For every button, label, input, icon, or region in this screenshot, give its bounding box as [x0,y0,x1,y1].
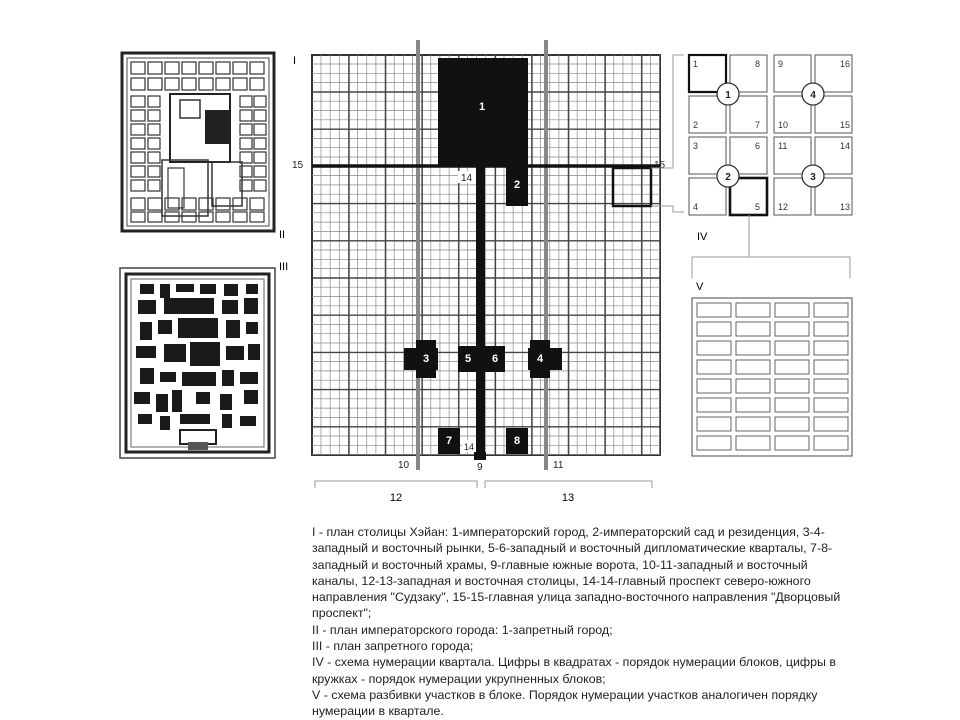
square-number: 10 [778,120,789,130]
street-label-15-east: 15 [654,160,666,171]
square-number: 12 [778,202,789,212]
panel-v-plot-division [692,298,852,456]
panel-v-label: V [696,281,704,293]
caption-line-iii: III - план запретного города; [312,639,474,654]
gate-label-9: 9 [477,462,483,473]
square-number: 6 [755,141,761,151]
south-gate-9 [474,452,486,460]
west-capital-label-12: 12 [389,492,403,504]
square-number: 5 [755,202,761,212]
square-number: 3 [693,141,699,151]
east-capital-label-13: 13 [561,492,575,504]
suzaku-avenue [476,165,485,457]
canal-label-10: 10 [398,460,410,471]
circle-number: 3 [810,172,816,183]
square-number: 13 [840,202,851,212]
block-label-4: 4 [536,353,544,365]
square-number: 7 [755,120,761,130]
square-number: 9 [778,59,784,69]
circle-number: 1 [725,90,731,101]
square-number: 2 [693,120,699,130]
square-number: 11 [778,141,788,151]
square-number: 15 [840,120,851,130]
caption-line-v: V - схема разбивки участков в блоке. Порядок нумерации участков аналогичен порядку нумерации в квартале. [312,687,818,719]
circle-number: 2 [725,172,731,183]
panel-iv-numbering-scheme [689,55,852,215]
block-label-1: 1 [478,101,486,113]
square-number: 1 [693,59,699,69]
caption-line-i: I - план столицы Хэйан: 1-императорский город, 2-императорский сад и резиденция, 3-4-западный и восточный рынки, 5-6-западный и восточный дипломатические кварталы, 7-8-западный и восточный храмы, 9-главные южные ворота, 10-11-западный и восточный каналы, 12-13-западная и восточная столицы, 14-14-главный проспект северо-южного направления "Судзаку", 15-15-главная улица западно-восточного направления "Дворцовый проспект"; [312,525,841,621]
block-label-3: 3 [422,353,430,365]
square-number: 4 [693,202,699,212]
figure-caption [312,524,842,720]
panel-iii-label: III [279,261,289,273]
block-label-7: 7 [445,435,453,447]
panel-i-heian-capital [312,40,660,470]
panel-ii-label: II [279,229,286,241]
block-label-8: 8 [513,435,521,447]
panel-ii-imperial-city [122,53,274,231]
square-number: 16 [840,59,851,69]
square-number: 8 [755,59,761,69]
panel-iii-forbidden-city [120,268,275,458]
circle-number: 4 [810,90,816,101]
caption-line-iv: IV - схема нумерации квартала. Цифры в квадратах - порядок нумерации блоков, цифры в кружках - порядок нумерации укрупненных блоков; [312,655,836,686]
panel-i-label: I [293,55,297,67]
street-label-14-north: 14 [461,173,473,184]
block-label-6: 6 [491,353,499,365]
canal-label-11: 11 [553,460,564,471]
block-label-2: 2 [513,179,521,191]
street-label-15-west: 15 [292,160,304,171]
street-label-14-south: 14 [464,442,475,452]
square-number: 14 [840,141,851,151]
panel-iv-label: IV [697,231,708,243]
caption-line-ii: II - план императорского города: 1-запретный город; [312,622,613,637]
block-label-5: 5 [464,353,472,365]
